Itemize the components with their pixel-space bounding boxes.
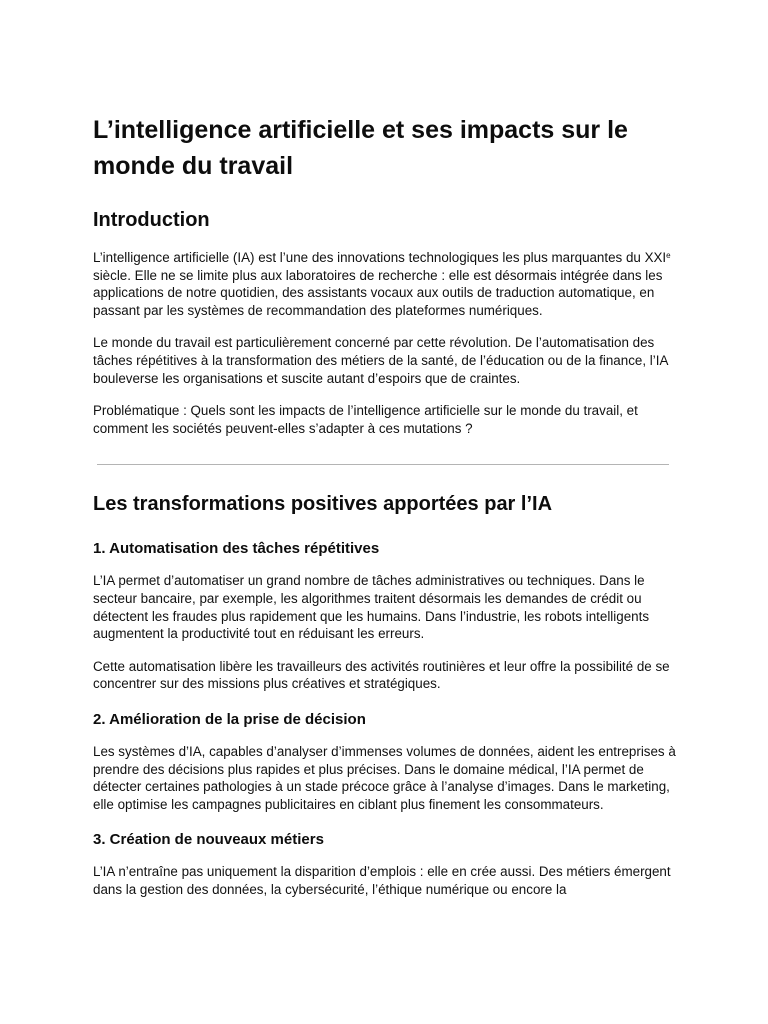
introduction-paragraph-2: Le monde du travail est particulièrement concerné par cette révolution. De l’automatisation des tâches répétitives à la transformation des métiers de la santé, de l’éducation ou de la finance, l’IA bouleverse les organisations et suscite autant d’espoirs que de craintes. — [93, 335, 668, 386]
subsection-automation-heading: 1. Automatisation des tâches répétitives — [93, 540, 380, 558]
document-title: L’intelligence artificielle et ses impacts sur le monde du travail — [93, 116, 628, 180]
automation-paragraph-1: L’IA permet d’automatiser un grand nombre de tâches administratives ou techniques. Dans le secteur bancaire, par exemple, les algorithmes traitent désormais les demandes de crédit ou détectent les fraudes plus rapidement que les humains. Dans l’industrie, les robots intelligents augmentent la productivité tout en réduisant les erreurs. — [93, 573, 650, 642]
problematique-paragraph: Problématique : Quels sont les impacts de l’intelligence artificielle sur le monde du travail, et comment les sociétés peuvent-elles s’adapter à ces mutations ? — [93, 403, 638, 436]
introduction-paragraph-1-end: siècle. Elle ne se limite plus aux laboratoires de recherche : elle est désormais intégrée dans les applications de notre quotidien, des assistants vocaux aux outils de traduction automatique, en passant par les systèmes de recommandation des plateformes numériques. — [93, 267, 663, 318]
subsection-new-jobs-heading: 3. Création de nouveaux métiers — [93, 831, 324, 849]
introduction-paragraph-1 — [93, 247, 677, 319]
introduction-paragraph-1-start: L’intelligence artificielle (IA) est l’une des innovations technologiques les plus marquantes du XXI — [93, 250, 667, 265]
subsection-decision-making-heading: 2. Amélioration de la prise de décision — [93, 710, 366, 728]
section-positive-transformations-heading: Les transformations positives apportées par l’IA — [93, 493, 553, 516]
new-jobs-paragraph: L’IA n’entraîne pas uniquement la disparition d’emplois : elle en crée aussi. Des métiers émergent dans la gestion des données, la cybersécurité, l’éthique numérique ou encore la — [93, 864, 671, 897]
document-page — [93, 112, 677, 898]
automation-paragraph-2: Cette automatisation libère les travailleurs des activités routinières et leur offre la possibilité de se concentrer sur des missions plus créatives et stratégiques. — [93, 658, 670, 692]
century-superscript: e — [666, 251, 671, 260]
decision-making-paragraph: Les systèmes d’IA, capables d’analyser d’immenses volumes de données, aident les entreprises à prendre des décisions plus rapides et plus précises. Dans le domaine médical, l’IA permet de détecter certaines pathologies à un stade précoce grâce à l’analyse d’images. Dans le marketing, elle optimise les campagnes publicitaires en ciblant plus finement les consommateurs. — [93, 743, 676, 812]
introduction-heading: Introduction — [93, 209, 210, 231]
section-divider — [97, 464, 669, 465]
